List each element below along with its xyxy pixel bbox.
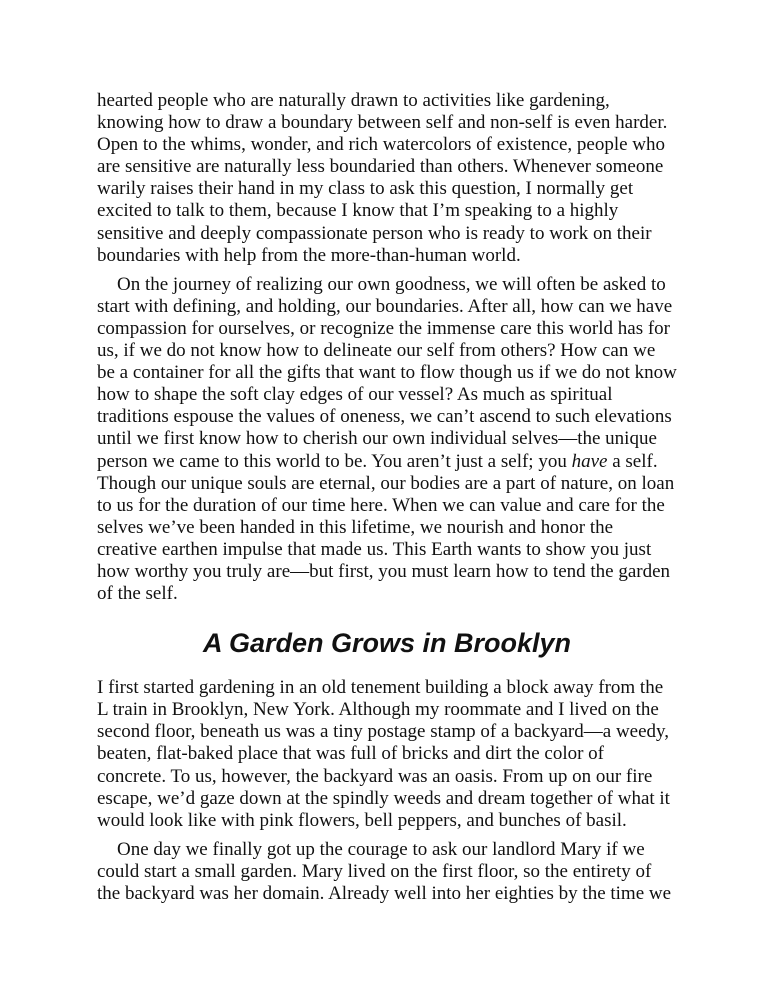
book-page: [97, 90, 677, 905]
text-line: selves we’ve been handed in this lifetime, we nourish and honor the: [97, 516, 614, 538]
text-line: second floor, beneath us was a tiny postage stamp of a backyard—a weedy,: [97, 721, 670, 743]
section-heading: A Garden Grows in Brooklyn: [202, 628, 572, 659]
text-line: On the journey of realizing our own goodness, we will often be asked to: [117, 273, 666, 295]
text-line: sensitive and deeply compassionate person who is ready to work on their: [97, 222, 652, 244]
paragraph-realizing-goodness: [97, 274, 677, 605]
text-line: concrete. To us, however, the backyard was an oasis. From up on our fire: [97, 765, 653, 787]
text-line: traditions espouse the values of oneness, we can’t ascend to such elevations: [97, 406, 672, 428]
text-segment: person we came to this world to be. You aren’t just a self; you: [97, 450, 572, 472]
paragraph-boundaries-intro: [97, 90, 677, 267]
text-line: beaten, flat-baked place that was full of bricks and dirt the color of: [97, 743, 604, 765]
text-line: could start a small garden. Mary lived on the first floor, so the entirety of: [97, 860, 652, 882]
text-line: of the self.: [97, 583, 178, 605]
text-line: boundaries with help from the more-than-human world.: [97, 244, 521, 266]
text-line: creative earthen impulse that made us. This Earth wants to show you just: [97, 538, 652, 560]
text-line: hearted people who are naturally drawn to activities like gardening,: [97, 90, 610, 111]
text-line: how worthy you truly are—but first, you must learn how to tend the garden: [97, 560, 671, 582]
text-line: would look like with pink flowers, bell peppers, and bunches of basil.: [97, 809, 627, 831]
text-line: [97, 451, 677, 473]
text-line: L train in Brooklyn, New York. Although my roommate and I lived on the: [97, 699, 659, 721]
text-line: until we first know how to cherish our own individual selves—the unique: [97, 428, 657, 450]
text-line: escape, we’d gaze down at the spindly weeds and dream together of what it: [97, 787, 670, 809]
text-line: knowing how to draw a boundary between self and non-self is even harder.: [97, 112, 668, 134]
text-line: are sensitive are naturally less boundaried than others. Whenever someone: [97, 156, 664, 178]
text-line: start with defining, and holding, our boundaries. After all, how can we have: [97, 295, 673, 317]
text-line: warily raises their hand in my class to ask this question, I normally get: [97, 178, 634, 200]
text-segment: a self.: [607, 450, 658, 472]
paragraph-landlord-mary: [97, 839, 677, 905]
text-line: One day we finally got up the courage to ask our landlord Mary if we: [117, 838, 645, 860]
text-line: Though our unique souls are eternal, our bodies are a part of nature, on loan: [97, 472, 675, 494]
text-line: I first started gardening in an old tenement building a block away from the: [97, 677, 664, 699]
text-line: the backyard was her domain. Already well into her eighties by the time we: [97, 883, 672, 904]
paragraph-brooklyn-garden: [97, 677, 677, 832]
text-line: to us for the duration of our time here. When we can value and care for the: [97, 494, 665, 516]
text-line: Open to the whims, wonder, and rich watercolors of existence, people who: [97, 134, 666, 156]
text-line: compassion for ourselves, or recognize the immense care this world has for: [97, 317, 670, 339]
emphasis-have: have: [571, 450, 608, 472]
text-line: us, if we do not know how to delineate our self from others? How can we: [97, 340, 656, 362]
text-line: how to shape the soft clay edges of our vessel? As much as spiritual: [97, 384, 613, 406]
text-line: excited to talk to them, because I know that I’m speaking to a highly: [97, 200, 619, 222]
text-line: be a container for all the gifts that want to flow though us if we do not know: [97, 362, 677, 384]
